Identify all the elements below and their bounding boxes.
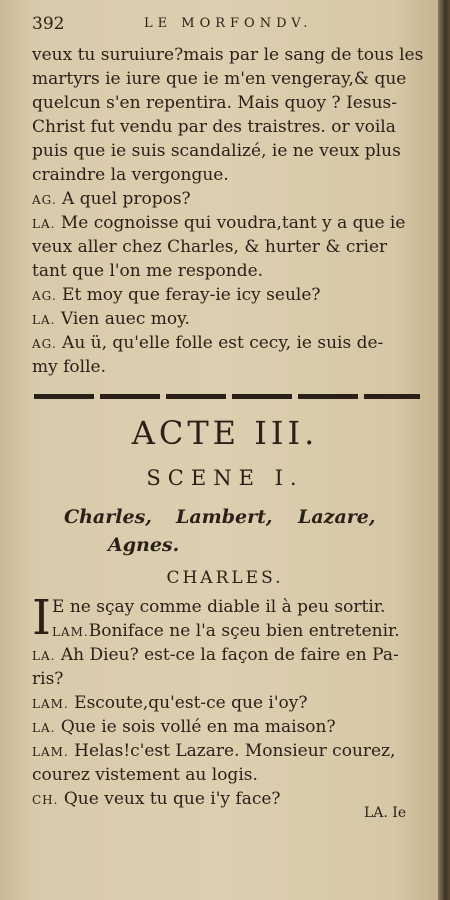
text-line: veux aller chez Charles, & hurter & crier — [32, 237, 388, 257]
speaker-label: CH. — [32, 793, 59, 807]
page-number: 392 — [32, 14, 65, 34]
dialogue-line: LA. Vien auec moy. — [32, 309, 190, 329]
speaker-label: AG. — [32, 337, 57, 351]
text-line: veux tu suruiure?mais par le sang de tous les — [32, 45, 424, 65]
cast-name: Lambert, — [176, 506, 273, 528]
dialogue-line: LA. Que ie sois vollé en ma maison? — [32, 717, 336, 737]
text-line: tant que l'on me responde. — [32, 261, 264, 281]
speaker-label: LAM. — [32, 697, 69, 711]
act-title: ACTE III. — [131, 414, 319, 452]
text-line: my folle. — [32, 357, 106, 377]
text-line: courez vistement au logis. — [32, 765, 258, 785]
speaker-label: LA. — [32, 649, 56, 663]
catchword: LA. Ie — [364, 805, 407, 821]
text-line: quelcun s'en repentira. Mais quoy ? Iesus- — [32, 93, 397, 113]
dialogue-line: AG. A quel propos? — [32, 189, 191, 209]
speaker-label: LA. — [32, 313, 56, 327]
text-line: puis que ie suis scandalizé, ie ne veux plus — [32, 141, 401, 161]
dialogue-line: AG. Au ü, qu'elle folle est cecy, ie suis de- — [32, 333, 384, 353]
speaker-label: LA. — [32, 721, 56, 735]
page-header — [32, 14, 402, 36]
speaker-label: AG. — [32, 289, 57, 303]
speaker-label: LAM. — [52, 625, 89, 639]
dialogue-line: LAM.Boniface ne l'a sçeu bien entretenir. — [52, 621, 400, 641]
running-head: LE MORFONDV. — [144, 16, 313, 31]
cast-name: Agnes. — [108, 534, 180, 556]
ornamental-rule — [34, 394, 420, 399]
cast-name: Lazare, — [298, 506, 376, 528]
text-line: martyrs ie iure que ie m'en vengeray,& que — [32, 69, 407, 89]
cast-name: Charles, — [64, 506, 152, 528]
dialogue-line: LAM. Helas!c'est Lazare. Monsieur courez, — [32, 741, 396, 761]
text-line: ris? — [32, 669, 64, 689]
scene-title: SCENE I. — [146, 466, 304, 490]
text-line: craindre la vergongue. — [32, 165, 229, 185]
drop-cap: I — [32, 590, 51, 646]
speaker-heading: CHARLES. — [166, 568, 284, 588]
speaker-label: AG. — [32, 193, 57, 207]
dialogue-line: LAM. Escoute,qu'est-ce que i'oy? — [32, 693, 308, 713]
dialogue-line: LA. Ah Dieu? est-ce la façon de faire en Pa- — [32, 645, 399, 665]
dialogue-line: E ne sçay comme diable il à peu sortir. — [52, 597, 386, 617]
text-line: Christ fut vendu par des traistres. or voila — [32, 117, 396, 137]
dialogue-line: CH. Que veux tu que i'y face? — [32, 789, 281, 809]
dialogue-line: LA. Me cognoisse qui voudra,tant y a que ie — [32, 213, 406, 233]
dialogue-line: AG. Et moy que feray-ie icy seule? — [32, 285, 321, 305]
speaker-label: LAM. — [32, 745, 69, 759]
speaker-label: LA. — [32, 217, 56, 231]
